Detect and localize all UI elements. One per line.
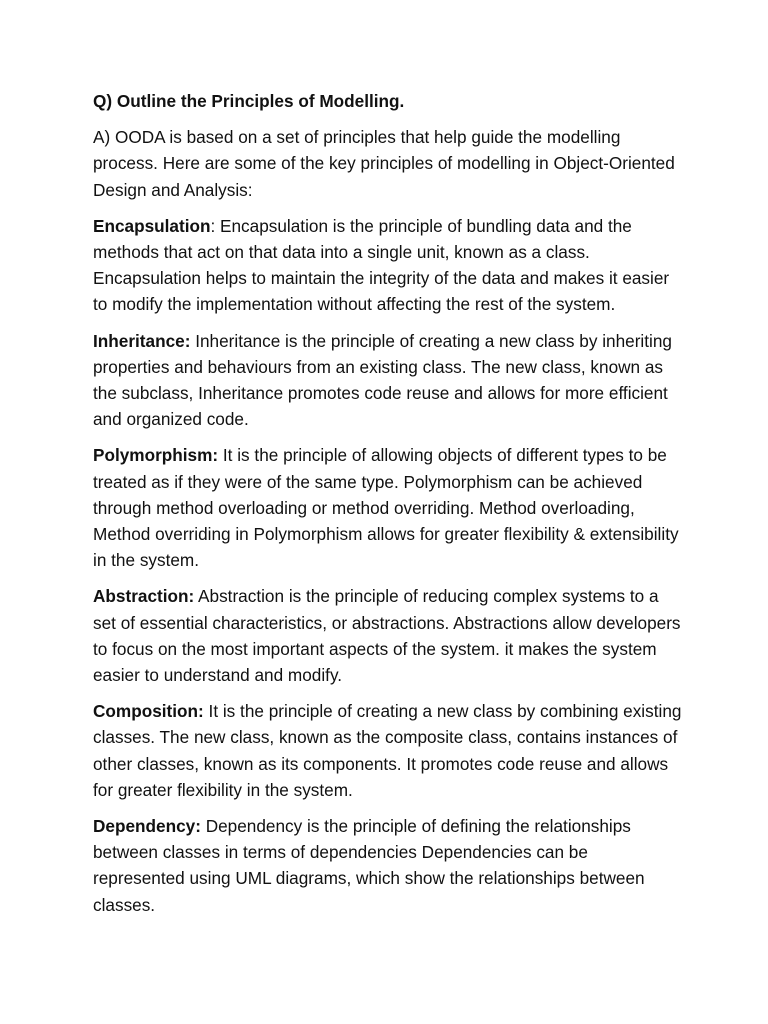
principle-description: Encapsulation is the principle of bundling data and the methods that act on that data into a single unit, known as a class. Encapsulation helps to maintain the integrity of the data and makes it easier to modify the implementation without affecting the rest of the system. — [93, 215, 670, 315]
principle-description: Abstraction is the principle of reducing complex systems to a set of essential characteristics, or abstractions. Abstractions allow developers to focus on the most important aspects of the system. it makes the system easier to understand and modify. — [93, 586, 681, 686]
principle-term-text: Abstraction — [93, 586, 189, 607]
principle-separator: : — [198, 701, 204, 722]
principle-description: It is the principle of allowing objects of different types to be treated as if they were of the same type. Polymorphism can be achieved through method overloading or method overriding. Method overloading, Method overriding in Polymorphism allows for greater flexibility & extensibility in the system. — [93, 445, 679, 571]
principle-composition — [93, 698, 683, 803]
principle-encapsulation — [93, 213, 683, 318]
principle-term — [93, 816, 201, 836]
principle-term — [93, 445, 218, 465]
principle-separator: : — [184, 330, 191, 351]
principle-term — [93, 701, 204, 721]
principle-description: Inheritance is the principle of creating a new class by inheriting properties and behaviours from an existing class. The new class, known as the subclass, Inheritance promotes code reuse and allows for more efficient and organized code. — [93, 330, 672, 430]
principle-separator: : — [212, 445, 219, 466]
document-body — [93, 88, 683, 928]
principle-term — [93, 331, 190, 351]
intro-paragraph: A) OODA is based on a set of principles that help guide the modelling process. Here are some of the key principles of modelling in Object-Oriented Design and Analysis: — [93, 127, 675, 200]
principle-term-text: Inheritance — [93, 330, 185, 351]
principle-abstraction — [93, 583, 683, 688]
principle-term: Encapsulation — [93, 215, 211, 236]
principle-separator: : — [188, 586, 195, 607]
principle-term — [93, 586, 194, 606]
principle-polymorphism — [93, 442, 683, 573]
principle-separator: : — [195, 816, 201, 837]
principle-term-text: Composition — [93, 701, 199, 722]
principle-description: Dependency is the principle of defining the relationships between classes in terms of dependencies Dependencies can be represented using UML diagrams, which show the relationships between classes. — [93, 816, 645, 915]
principle-separator: : — [210, 215, 216, 236]
question-heading: Q) Outline the Principles of Modelling. — [93, 91, 405, 111]
principle-term-text: Polymorphism — [93, 445, 213, 466]
principle-term-text: Dependency — [93, 816, 196, 837]
principle-inheritance — [93, 328, 683, 433]
principle-dependency — [93, 813, 683, 918]
principle-description: It is the principle of creating a new class by combining existing classes. The new class, known as the composite class, contains instances of other classes, known as its components. It promotes code reuse and allows for greater flexibility in the system. — [93, 701, 682, 800]
